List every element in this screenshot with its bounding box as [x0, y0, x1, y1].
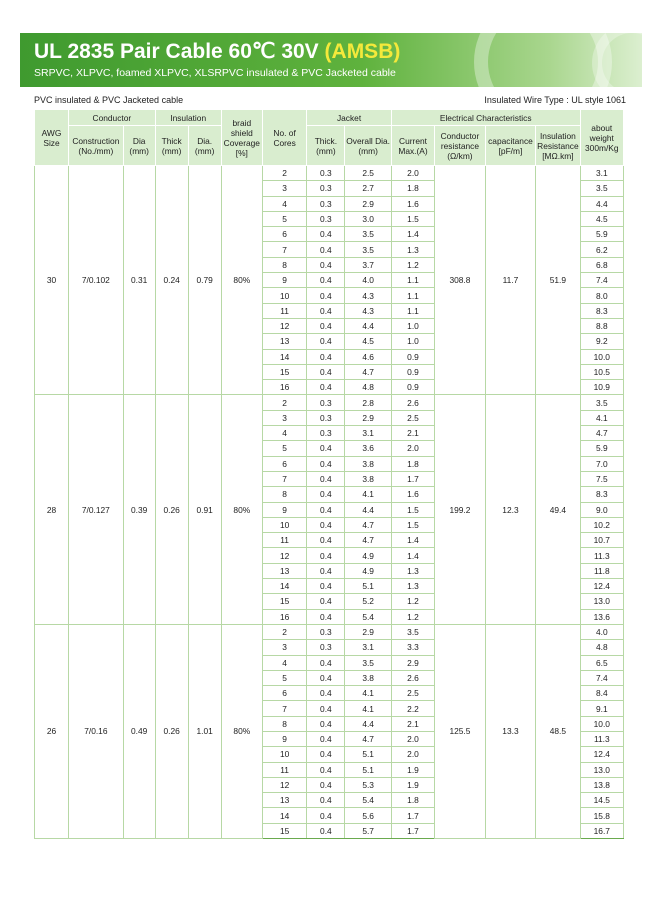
header-current-max: Current Max.(A) [391, 126, 434, 166]
current-max-cell: 1.9 [391, 762, 434, 777]
cores-cell: 9 [262, 273, 306, 288]
current-max-cell: 1.1 [391, 303, 434, 318]
overall-dia-cell: 5.6 [345, 808, 391, 823]
current-max-cell: 1.2 [391, 594, 434, 609]
weight-cell: 4.7 [580, 426, 623, 441]
weight-cell: 7.0 [580, 456, 623, 471]
header-weight: about weight 300m/Kg [580, 110, 623, 166]
header-conductor-dia: Dia (mm) [123, 126, 155, 166]
cores-cell: 15 [262, 823, 306, 838]
cores-cell: 2 [262, 166, 306, 181]
current-max-cell: 0.9 [391, 364, 434, 379]
current-max-cell: 1.0 [391, 334, 434, 349]
weight-cell: 6.2 [580, 242, 623, 257]
weight-cell: 10.2 [580, 517, 623, 532]
jacket-thick-cell: 0.4 [307, 517, 345, 532]
current-max-cell: 2.1 [391, 426, 434, 441]
current-max-cell: 1.8 [391, 456, 434, 471]
jacket-thick-cell: 0.3 [307, 426, 345, 441]
header-insulation: Insulation [155, 110, 221, 126]
header-capacitance: capacitance [pF/m] [485, 126, 536, 166]
jacket-thick-cell: 0.3 [307, 640, 345, 655]
cores-cell: 7 [262, 471, 306, 486]
jacket-thick-cell: 0.4 [307, 242, 345, 257]
jacket-thick-cell: 0.4 [307, 502, 345, 517]
cores-cell: 8 [262, 257, 306, 272]
current-max-cell: 0.9 [391, 380, 434, 395]
header-insulation-resistance: Insulation Resistance [MΩ.km] [536, 126, 580, 166]
jacket-thick-cell: 0.4 [307, 731, 345, 746]
current-max-cell: 1.6 [391, 196, 434, 211]
weight-cell: 4.4 [580, 196, 623, 211]
overall-dia-cell: 3.1 [345, 426, 391, 441]
cores-cell: 4 [262, 655, 306, 670]
jacket-thick-cell: 0.4 [307, 288, 345, 303]
header-conductor-resistance: Conductor resistance (Ω/km) [435, 126, 486, 166]
jacket-thick-cell: 0.4 [307, 318, 345, 333]
overall-dia-cell: 5.1 [345, 762, 391, 777]
overall-dia-cell: 3.1 [345, 640, 391, 655]
jacket-thick-cell: 0.3 [307, 410, 345, 425]
current-max-cell: 1.4 [391, 227, 434, 242]
current-max-cell: 1.2 [391, 609, 434, 624]
overall-dia-cell: 5.3 [345, 777, 391, 792]
jacket-thick-cell: 0.4 [307, 227, 345, 242]
overall-dia-cell: 5.1 [345, 747, 391, 762]
weight-cell: 10.9 [580, 380, 623, 395]
cores-cell: 15 [262, 364, 306, 379]
cores-cell: 7 [262, 701, 306, 716]
overall-dia-cell: 5.7 [345, 823, 391, 838]
jacket-thick-cell: 0.3 [307, 395, 345, 410]
weight-cell: 10.0 [580, 349, 623, 364]
wire-type-caption: Insulated Wire Type : UL style 1061 [484, 95, 626, 105]
page-title [34, 39, 400, 64]
jacket-thick-cell: 0.3 [307, 181, 345, 196]
current-max-cell: 1.4 [391, 533, 434, 548]
insulation-thick-cell: 0.26 [155, 395, 188, 624]
conductor-resistance-cell: 308.8 [435, 166, 486, 395]
current-max-cell: 1.4 [391, 548, 434, 563]
title-banner [20, 33, 642, 87]
jacket-thick-cell: 0.4 [307, 670, 345, 685]
overall-dia-cell: 4.1 [345, 487, 391, 502]
header-electrical: Electrical Characteristics [391, 110, 580, 126]
weight-cell: 3.5 [580, 181, 623, 196]
header-awg-size: AWG Size [35, 110, 69, 166]
jacket-thick-cell: 0.4 [307, 441, 345, 456]
overall-dia-cell: 4.7 [345, 731, 391, 746]
current-max-cell: 2.0 [391, 166, 434, 181]
current-max-cell: 1.2 [391, 257, 434, 272]
braid-coverage-cell: 80% [221, 624, 262, 838]
current-max-cell: 2.0 [391, 747, 434, 762]
cores-cell: 4 [262, 426, 306, 441]
overall-dia-cell: 4.3 [345, 303, 391, 318]
jacket-thick-cell: 0.4 [307, 334, 345, 349]
insulation-dia-cell: 1.01 [188, 624, 221, 838]
braid-coverage-cell: 80% [221, 166, 262, 395]
jacket-thick-cell: 0.4 [307, 380, 345, 395]
cores-cell: 13 [262, 563, 306, 578]
jacket-thick-cell: 0.4 [307, 273, 345, 288]
jacket-thick-cell: 0.4 [307, 594, 345, 609]
jacket-thick-cell: 0.4 [307, 823, 345, 838]
overall-dia-cell: 5.4 [345, 793, 391, 808]
cores-cell: 14 [262, 349, 306, 364]
overall-dia-cell: 4.3 [345, 288, 391, 303]
current-max-cell: 1.7 [391, 808, 434, 823]
cores-cell: 12 [262, 548, 306, 563]
braid-coverage-cell: 80% [221, 395, 262, 624]
weight-cell: 10.0 [580, 716, 623, 731]
overall-dia-cell: 4.9 [345, 563, 391, 578]
jacket-thick-cell: 0.4 [307, 655, 345, 670]
cores-cell: 4 [262, 196, 306, 211]
jacket-thick-cell: 0.4 [307, 471, 345, 486]
spec-table-body [35, 166, 624, 839]
current-max-cell: 2.2 [391, 701, 434, 716]
insulation-resistance-cell: 48.5 [536, 624, 580, 838]
weight-cell: 12.4 [580, 579, 623, 594]
overall-dia-cell: 4.7 [345, 517, 391, 532]
jacket-thick-cell: 0.3 [307, 166, 345, 181]
weight-cell: 15.8 [580, 808, 623, 823]
cores-cell: 7 [262, 242, 306, 257]
overall-dia-cell: 3.8 [345, 456, 391, 471]
cores-cell: 6 [262, 227, 306, 242]
table-row [35, 395, 624, 410]
weight-cell: 7.4 [580, 670, 623, 685]
cores-cell: 8 [262, 487, 306, 502]
weight-cell: 9.0 [580, 502, 623, 517]
cores-cell: 16 [262, 380, 306, 395]
cores-cell: 2 [262, 395, 306, 410]
jacket-thick-cell: 0.4 [307, 533, 345, 548]
insulation-dia-cell: 0.79 [188, 166, 221, 395]
cores-cell: 5 [262, 441, 306, 456]
current-max-cell: 2.0 [391, 731, 434, 746]
overall-dia-cell: 2.9 [345, 196, 391, 211]
current-max-cell: 1.1 [391, 273, 434, 288]
overall-dia-cell: 4.4 [345, 318, 391, 333]
weight-cell: 8.3 [580, 303, 623, 318]
conductor-dia-cell: 0.39 [123, 395, 155, 624]
current-max-cell: 1.3 [391, 579, 434, 594]
capacitance-cell: 13.3 [485, 624, 536, 838]
jacket-thick-cell: 0.4 [307, 808, 345, 823]
current-max-cell: 2.5 [391, 686, 434, 701]
conductor-resistance-cell: 125.5 [435, 624, 486, 838]
overall-dia-cell: 4.1 [345, 701, 391, 716]
weight-cell: 4.1 [580, 410, 623, 425]
current-max-cell: 1.7 [391, 823, 434, 838]
weight-cell: 8.8 [580, 318, 623, 333]
current-max-cell: 2.6 [391, 670, 434, 685]
current-max-cell: 3.3 [391, 640, 434, 655]
capacitance-cell: 11.7 [485, 166, 536, 395]
overall-dia-cell: 4.7 [345, 364, 391, 379]
overall-dia-cell: 3.7 [345, 257, 391, 272]
overall-dia-cell: 5.2 [345, 594, 391, 609]
header-conductor: Conductor [69, 110, 156, 126]
cores-cell: 11 [262, 303, 306, 318]
header-jacket-thick: Thick. (mm) [307, 126, 345, 166]
overall-dia-cell: 2.5 [345, 166, 391, 181]
cores-cell: 9 [262, 502, 306, 517]
jacket-thick-cell: 0.4 [307, 762, 345, 777]
cores-cell: 10 [262, 288, 306, 303]
jacket-thick-cell: 0.4 [307, 793, 345, 808]
conductor-dia-cell: 0.49 [123, 624, 155, 838]
overall-dia-cell: 3.5 [345, 242, 391, 257]
jacket-thick-cell: 0.4 [307, 349, 345, 364]
jacket-thick-cell: 0.4 [307, 487, 345, 502]
jacket-thick-cell: 0.4 [307, 701, 345, 716]
overall-dia-cell: 5.1 [345, 579, 391, 594]
jacket-thick-cell: 0.3 [307, 211, 345, 226]
header-braid-shield: braid shield Coverage [%] [221, 110, 262, 166]
weight-cell: 16.7 [580, 823, 623, 838]
insulation-resistance-cell: 51.9 [536, 166, 580, 395]
overall-dia-cell: 2.9 [345, 410, 391, 425]
weight-cell: 3.5 [580, 395, 623, 410]
cores-cell: 6 [262, 686, 306, 701]
header-insulation-thick: Thick (mm) [155, 126, 188, 166]
cores-cell: 14 [262, 579, 306, 594]
cores-cell: 2 [262, 624, 306, 639]
cores-cell: 12 [262, 318, 306, 333]
overall-dia-cell: 3.8 [345, 670, 391, 685]
cores-cell: 8 [262, 716, 306, 731]
jacket-thick-cell: 0.4 [307, 456, 345, 471]
current-max-cell: 1.6 [391, 487, 434, 502]
weight-cell: 6.8 [580, 257, 623, 272]
weight-cell: 11.8 [580, 563, 623, 578]
cores-cell: 3 [262, 410, 306, 425]
spec-table [34, 109, 624, 839]
weight-cell: 10.7 [580, 533, 623, 548]
weight-cell: 13.8 [580, 777, 623, 792]
current-max-cell: 1.9 [391, 777, 434, 792]
weight-cell: 5.9 [580, 441, 623, 456]
jacket-thick-cell: 0.4 [307, 579, 345, 594]
current-max-cell: 1.8 [391, 181, 434, 196]
awg-size-cell: 30 [35, 166, 69, 395]
cores-cell: 3 [262, 640, 306, 655]
overall-dia-cell: 3.5 [345, 655, 391, 670]
awg-size-cell: 28 [35, 395, 69, 624]
jacket-thick-cell: 0.3 [307, 196, 345, 211]
weight-cell: 11.3 [580, 548, 623, 563]
weight-cell: 5.9 [580, 227, 623, 242]
conductor-resistance-cell: 199.2 [435, 395, 486, 624]
jacket-thick-cell: 0.4 [307, 364, 345, 379]
cores-cell: 12 [262, 777, 306, 792]
overall-dia-cell: 4.9 [345, 548, 391, 563]
weight-cell: 14.5 [580, 793, 623, 808]
current-max-cell: 1.0 [391, 318, 434, 333]
awg-size-cell: 26 [35, 624, 69, 838]
overall-dia-cell: 4.6 [345, 349, 391, 364]
construction-cell: 7/0.102 [69, 166, 124, 395]
overall-dia-cell: 4.4 [345, 716, 391, 731]
overall-dia-cell: 4.1 [345, 686, 391, 701]
cores-cell: 6 [262, 456, 306, 471]
header-no-of-cores: No. of Cores [262, 110, 306, 166]
cores-cell: 10 [262, 517, 306, 532]
insulation-dia-cell: 0.91 [188, 395, 221, 624]
overall-dia-cell: 2.9 [345, 624, 391, 639]
current-max-cell: 1.7 [391, 471, 434, 486]
weight-cell: 7.5 [580, 471, 623, 486]
current-max-cell: 1.3 [391, 563, 434, 578]
jacket-thick-cell: 0.4 [307, 747, 345, 762]
overall-dia-cell: 3.0 [345, 211, 391, 226]
current-max-cell: 1.3 [391, 242, 434, 257]
cores-cell: 14 [262, 808, 306, 823]
current-max-cell: 3.5 [391, 624, 434, 639]
jacket-thick-cell: 0.4 [307, 686, 345, 701]
weight-cell: 4.0 [580, 624, 623, 639]
current-max-cell: 1.5 [391, 517, 434, 532]
overall-dia-cell: 4.8 [345, 380, 391, 395]
cores-cell: 5 [262, 211, 306, 226]
capacitance-cell: 12.3 [485, 395, 536, 624]
overall-dia-cell: 2.7 [345, 181, 391, 196]
current-max-cell: 1.8 [391, 793, 434, 808]
overall-dia-cell: 4.7 [345, 533, 391, 548]
weight-cell: 13.6 [580, 609, 623, 624]
header-jacket: Jacket [307, 110, 392, 126]
current-max-cell: 2.6 [391, 395, 434, 410]
jacket-thick-cell: 0.4 [307, 303, 345, 318]
current-max-cell: 2.1 [391, 716, 434, 731]
table-row [35, 166, 624, 181]
cores-cell: 16 [262, 609, 306, 624]
overall-dia-cell: 4.4 [345, 502, 391, 517]
current-max-cell: 2.5 [391, 410, 434, 425]
cable-type-caption: PVC insulated & PVC Jacketed cable [34, 95, 184, 105]
title-highlight: (AMSB) [324, 40, 401, 63]
cores-cell: 13 [262, 793, 306, 808]
current-max-cell: 2.0 [391, 441, 434, 456]
weight-cell: 8.0 [580, 288, 623, 303]
current-max-cell: 1.1 [391, 288, 434, 303]
current-max-cell: 1.5 [391, 502, 434, 517]
title-main: UL 2835 Pair Cable 60℃ 30V [34, 40, 325, 63]
weight-cell: 8.4 [580, 686, 623, 701]
cores-cell: 3 [262, 181, 306, 196]
conductor-dia-cell: 0.31 [123, 166, 155, 395]
jacket-thick-cell: 0.4 [307, 777, 345, 792]
weight-cell: 13.0 [580, 594, 623, 609]
table-row [35, 624, 624, 639]
weight-cell: 10.5 [580, 364, 623, 379]
insulation-thick-cell: 0.26 [155, 624, 188, 838]
cores-cell: 5 [262, 670, 306, 685]
header-insulation-dia: Dia. (mm) [188, 126, 221, 166]
overall-dia-cell: 2.8 [345, 395, 391, 410]
cores-cell: 10 [262, 747, 306, 762]
cores-cell: 15 [262, 594, 306, 609]
weight-cell: 3.1 [580, 166, 623, 181]
jacket-thick-cell: 0.4 [307, 716, 345, 731]
weight-cell: 8.3 [580, 487, 623, 502]
weight-cell: 9.2 [580, 334, 623, 349]
cores-cell: 9 [262, 731, 306, 746]
current-max-cell: 0.9 [391, 349, 434, 364]
cores-cell: 11 [262, 762, 306, 777]
current-max-cell: 2.9 [391, 655, 434, 670]
overall-dia-cell: 3.8 [345, 471, 391, 486]
weight-cell: 6.5 [580, 655, 623, 670]
weight-cell: 13.0 [580, 762, 623, 777]
header-overall-dia: Overall Dia.(mm) [345, 126, 391, 166]
jacket-thick-cell: 0.4 [307, 563, 345, 578]
overall-dia-cell: 3.5 [345, 227, 391, 242]
page-subtitle: SRPVC, XLPVC, foamed XLPVC, XLSRPVC insulated & PVC Jacketed cable [34, 67, 396, 79]
insulation-resistance-cell: 49.4 [536, 395, 580, 624]
weight-cell: 7.4 [580, 273, 623, 288]
jacket-thick-cell: 0.3 [307, 624, 345, 639]
current-max-cell: 1.5 [391, 211, 434, 226]
construction-cell: 7/0.127 [69, 395, 124, 624]
overall-dia-cell: 3.6 [345, 441, 391, 456]
insulation-thick-cell: 0.24 [155, 166, 188, 395]
weight-cell: 4.8 [580, 640, 623, 655]
jacket-thick-cell: 0.4 [307, 257, 345, 272]
weight-cell: 12.4 [580, 747, 623, 762]
weight-cell: 4.5 [580, 211, 623, 226]
cores-cell: 13 [262, 334, 306, 349]
jacket-thick-cell: 0.4 [307, 609, 345, 624]
header-construction: Construction (No./mm) [69, 126, 124, 166]
construction-cell: 7/0.16 [69, 624, 124, 838]
weight-cell: 11.3 [580, 731, 623, 746]
overall-dia-cell: 4.0 [345, 273, 391, 288]
weight-cell: 9.1 [580, 701, 623, 716]
decorative-ring-graphic [592, 33, 642, 87]
jacket-thick-cell: 0.4 [307, 548, 345, 563]
overall-dia-cell: 4.5 [345, 334, 391, 349]
overall-dia-cell: 5.4 [345, 609, 391, 624]
cores-cell: 11 [262, 533, 306, 548]
